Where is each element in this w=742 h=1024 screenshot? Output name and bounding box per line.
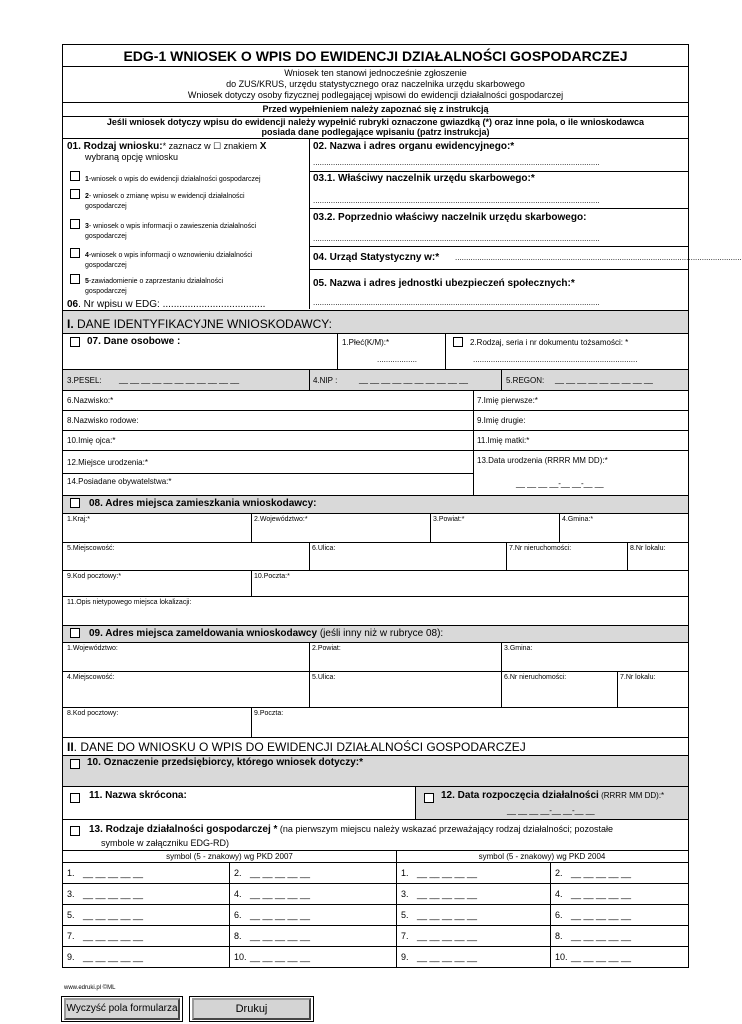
option-3-label: 3- wniosek o wpis informacji o zawieszenia działalności: [85, 223, 257, 230]
pkd-cell-number: 8.: [234, 931, 242, 941]
reg-post-office-label: 9.Poczta:: [254, 710, 284, 717]
reg-commune-label: 3.Gmina:: [504, 645, 533, 652]
s031-field[interactable]: .................................................................................................................................: [313, 196, 600, 205]
s06-label: 06. Nr wpisu w EDG: .....................................: [67, 299, 266, 310]
pkd-cell-number: 8.: [555, 931, 563, 941]
pkd-code-field[interactable]: __ __ __ __ __: [83, 931, 144, 941]
s08-checkbox[interactable]: [70, 498, 80, 508]
pkd-cell[interactable]: [63, 926, 229, 947]
s12-checkbox[interactable]: [424, 793, 434, 803]
pkd-code-field[interactable]: __ __ __ __ __: [417, 868, 478, 878]
birthdate-field[interactable]: __ __ __ __-__ __-__ __: [516, 479, 604, 488]
pkd-cell-number: 1.: [67, 868, 75, 878]
pkd-cell[interactable]: [550, 926, 688, 947]
building-number-label: 7.Nr nieruchomości:: [509, 545, 572, 552]
pkd-cell-number: 5.: [67, 910, 75, 920]
option-2-label: 2- wniosek o zmianę wpisu w ewidencji działalności: [85, 193, 245, 200]
unusual-location-label: 11.Opis nietypowego miejsca lokalizacji:: [67, 599, 192, 606]
s04-title: 04. Urząd Statystyczny w:*: [313, 252, 440, 263]
notice-asterisk: Jeśli wniosek dotyczy wpisu do ewidencji należy wypełnić rubryki oznaczone gwiazdką (*) oraz inne pola, o ile wnioskodawca: [106, 117, 645, 127]
citizenship-label: 14.Posiadane obywatelstwa:*: [67, 477, 172, 486]
pkd-cell-number: 7.: [67, 931, 75, 941]
pkd-cell-number: 9.: [401, 952, 409, 962]
post-office-label: 10.Poczta:*: [254, 573, 290, 580]
intro-line-1: Wniosek ten stanowi jednocześnie zgłoszenie: [284, 68, 467, 78]
pkd-code-field[interactable]: __ __ __ __ __: [571, 931, 632, 941]
street-label: 6.Ulica:: [312, 545, 336, 552]
father-name-label: 10.Imię ojca:*: [67, 436, 116, 445]
pkd-code-field[interactable]: __ __ __ __ __: [83, 910, 144, 920]
print-button[interactable]: Drukuj: [192, 998, 311, 1020]
option-2-checkbox[interactable]: [70, 189, 80, 199]
pkd-cell[interactable]: [396, 884, 550, 905]
pkd-cell[interactable]: [229, 947, 396, 968]
pkd-cell[interactable]: [229, 905, 396, 926]
pkd-cell[interactable]: [396, 905, 550, 926]
pkd-cell[interactable]: [396, 947, 550, 968]
pkd2004-header: symbol (5 - znakowy) wg PKD 2004: [478, 852, 606, 861]
s13-title: 13. Rodzaje działalności gospodarczej * (na pierwszym miejscu należy wskazać przeważający rodzaj działalności; pozostałe: [89, 824, 614, 835]
option-1-checkbox[interactable]: [70, 171, 80, 181]
option-4-label-2: gospodarczej: [85, 262, 127, 269]
reg-building-number-label: 6.Nr nieruchomości:: [504, 674, 567, 681]
pkd-cell-number: 1.: [401, 868, 409, 878]
s02-field[interactable]: .................................................................................................................................: [313, 158, 600, 167]
pesel-field[interactable]: __ __ __ __ __ __ __ __ __ __ __: [119, 375, 240, 384]
s07-title: 07. Dane osobowe :: [87, 336, 181, 347]
id-document-field[interactable]: ..........................................................................: [473, 355, 638, 364]
pkd-cell-number: 10.: [555, 952, 568, 962]
s10-title: 10. Oznaczenie przedsiębiorcy, którego wniosek dotyczy:*: [87, 757, 364, 768]
pkd-cell[interactable]: [63, 905, 229, 926]
pkd-code-field[interactable]: __ __ __ __ __: [417, 931, 478, 941]
option-3-label-2: gospodarczej: [85, 233, 127, 240]
voivodeship-label: 2.Województwo:*: [254, 516, 308, 523]
pkd-code-field[interactable]: __ __ __ __ __: [250, 889, 311, 899]
footer-credit: www.edruki.pl ©ML: [64, 985, 116, 991]
option-1-label: 1-wniosek o wpis do ewidencji działalności gospodarczej: [85, 176, 261, 183]
option-4-checkbox[interactable]: [70, 248, 80, 258]
pkd-cell-number: 4.: [234, 889, 242, 899]
pesel-label: 3.PESEL:: [67, 376, 102, 385]
form-title: EDG-1 WNIOSEK O WPIS DO EWIDENCJI DZIAŁALNOŚCI GOSPODARCZEJ: [123, 48, 628, 64]
first-name-label: 7.Imię pierwsze:*: [477, 396, 538, 405]
option-3-checkbox[interactable]: [70, 219, 80, 229]
pkd-cell[interactable]: [63, 884, 229, 905]
pkd-cell[interactable]: [550, 947, 688, 968]
second-name-label: 9.Imię drugie:: [477, 416, 526, 425]
pkd-code-field[interactable]: __ __ __ __ __: [83, 868, 144, 878]
pkd-cell-number: 2.: [555, 868, 563, 878]
mother-name-label: 11.Imię matki:*: [477, 436, 530, 445]
pkd-code-field[interactable]: __ __ __ __ __: [571, 952, 632, 962]
s05-field[interactable]: .................................................................................................................................: [313, 298, 600, 307]
pkd-cell[interactable]: [229, 884, 396, 905]
s05-title: 05. Nazwa i adres jednostki ubezpieczeń społecznych:*: [313, 278, 575, 289]
pkd-cell-number: 5.: [401, 910, 409, 920]
pkd-code-field[interactable]: __ __ __ __ __: [250, 952, 311, 962]
option-4-label: 4-wniosek o wpis informacji o wznowieniu działalności: [85, 252, 253, 259]
reg-flat-number-label: 7.Nr lokalu:: [620, 674, 656, 681]
county-label: 3.Powiat:*: [433, 516, 465, 523]
s04-field[interactable]: .................................................................................................................................: [455, 253, 742, 262]
pkd-cell-number: 3.: [401, 889, 409, 899]
gender-field[interactable]: ..................: [377, 355, 418, 364]
edg1-form: [62, 44, 742, 968]
pkd-code-field[interactable]: __ __ __ __ __: [417, 889, 478, 899]
pkd-code-field[interactable]: __ __ __ __ __: [250, 931, 311, 941]
pkd-cell-number: 6.: [555, 910, 563, 920]
pkd-code-field[interactable]: __ __ __ __ __: [571, 868, 632, 878]
birthplace-label: 12.Miejsce urodzenia:*: [67, 458, 148, 467]
reg-county-label: 2.Powiat:: [312, 645, 341, 652]
pkd-cell[interactable]: [229, 863, 396, 884]
flat-number-label: 8.Nr lokalu:: [630, 545, 666, 552]
regon-field[interactable]: __ __ __ __ __ __ __ __ __: [555, 375, 653, 384]
option-2-label-2: gospodarczej: [85, 203, 127, 210]
birthdate-label: 13.Data urodzenia (RRRR MM DD):*: [477, 456, 608, 465]
reg-locality-label: 4.Miejscowość:: [67, 674, 115, 681]
s09-checkbox[interactable]: [70, 628, 80, 638]
pkd-code-field[interactable]: __ __ __ __ __: [83, 889, 144, 899]
surname-label: 6.Nazwisko:*: [67, 396, 114, 405]
s11-title: 11. Nazwa skrócona:: [89, 790, 187, 801]
pkd-cell[interactable]: [63, 947, 229, 968]
pkd-cell[interactable]: [229, 926, 396, 947]
s11-checkbox[interactable]: [70, 793, 80, 803]
s09-title: 09. Adres miejsca zameldowania wnioskodawcy (jeśli inny niż w rubryce 08):: [89, 628, 444, 639]
postal-code-label: 9.Kod pocztowy:*: [67, 573, 122, 580]
pkd2007-header: symbol (5 - znakowy) wg PKD 2007: [166, 852, 293, 861]
pkd-code-field[interactable]: __ __ __ __ __: [250, 868, 311, 878]
s07-checkbox[interactable]: [70, 337, 80, 347]
s13-checkbox[interactable]: [70, 826, 80, 836]
pkd-code-field[interactable]: __ __ __ __ __: [417, 952, 478, 962]
option-5-label: 5-zawiadomienie o zaprzestaniu działalności: [85, 278, 224, 285]
notice-instruction: Przed wypełnieniem należy zapoznać się z instrukcją: [262, 104, 489, 114]
intro-line-2: do ZUS/KRUS, urzędu statystycznego oraz naczelnika urzędu skarbowego: [226, 79, 525, 89]
s02-title: 02. Nazwa i adres organu ewidencyjnego:*: [313, 141, 515, 152]
regon-label: 5.REGON:: [506, 376, 545, 385]
s01-hint: wybraną opcję wniosku: [85, 152, 179, 162]
pkd-code-field[interactable]: __ __ __ __ __: [571, 889, 632, 899]
nip-field[interactable]: __ __ __ __ __ __ __ __ __ __: [359, 375, 468, 384]
option-5-label-2: gospodarczej: [85, 288, 127, 295]
family-name-label: 8.Nazwisko rodowe:: [67, 416, 139, 425]
s07-doc-checkbox[interactable]: [453, 337, 463, 347]
pkd-cell-number: 3.: [67, 889, 75, 899]
pkd-cell-number: 9.: [67, 952, 75, 962]
pkd-cell-number: 7.: [401, 931, 409, 941]
pkd-cell[interactable]: [396, 926, 550, 947]
s032-field[interactable]: .................................................................................................................................: [313, 234, 600, 243]
s12-title: 12. Data rozpoczęcia działalności (RRRR MM DD):*: [441, 790, 665, 801]
locality-label: 5.Miejscowość:: [67, 545, 115, 552]
s032-title: 03.2. Poprzednio właściwy naczelnik urzędu skarbowego:: [313, 212, 587, 223]
s10-checkbox[interactable]: [70, 759, 80, 769]
intro-line-3: Wniosek dotyczy osoby fizycznej podlegającej wpisowi do ewidencji działalności gospodarczej: [187, 90, 564, 100]
pkd-cell[interactable]: [550, 863, 688, 884]
clear-form-button[interactable]: Wyczyść pola formularza: [64, 998, 180, 1020]
s08-title: 08. Adres miejsca zamieszkania wnioskodawcy:: [89, 498, 317, 509]
s13-note: symbole w załączniku EDG-RD): [101, 838, 230, 848]
notice-asterisk-2: posiada dane podlegające wpisaniu (patrz instrukcja): [261, 127, 490, 137]
s031-title: 03.1. Właściwy naczelnik urzędu skarbowego:*: [313, 173, 535, 184]
reg-street-label: 5.Ulica:: [312, 674, 336, 681]
country-label: 1.Kraj:*: [67, 516, 90, 523]
gender-label: 1.Płeć(K/M):*: [342, 338, 390, 347]
start-date-field[interactable]: __ __ __ __-__ __-__ __: [507, 806, 595, 815]
pkd-cell-number: 10.: [234, 952, 247, 962]
pkd-cell[interactable]: [550, 905, 688, 926]
pkd-cell-number: 6.: [234, 910, 242, 920]
pkd-code-field[interactable]: __ __ __ __ __: [571, 910, 632, 920]
nip-label: 4.NIP :: [313, 376, 338, 385]
reg-voivodeship-label: 1.Województwo:: [67, 645, 118, 652]
pkd-cell[interactable]: [550, 884, 688, 905]
section-ii-title: II. DANE DO WNIOSKU O WPIS DO EWIDENCJI DZIAŁALNOŚCI GOSPODARCZEJ: [67, 740, 526, 754]
commune-label: 4.Gmina:*: [562, 516, 594, 523]
reg-postal-code-label: 8.Kod pocztowy:: [67, 710, 119, 717]
pkd-code-field[interactable]: __ __ __ __ __: [83, 952, 144, 962]
id-document-label: 2.Rodzaj, seria i nr dokumentu tożsamości: *: [470, 338, 629, 347]
section-i-title: I. DANE IDENTYFIKACYJNE WNIOSKODAWCY:: [67, 317, 332, 331]
pkd-code-field[interactable]: __ __ __ __ __: [417, 910, 478, 920]
pkd-cell[interactable]: [63, 863, 229, 884]
option-5-checkbox[interactable]: [70, 274, 80, 284]
pkd-code-field[interactable]: __ __ __ __ __: [250, 910, 311, 920]
pkd-cell-number: 4.: [555, 889, 563, 899]
pkd-cell[interactable]: [396, 863, 550, 884]
pkd-cell-number: 2.: [234, 868, 242, 878]
s01-title: 01. Rodzaj wniosku:* zaznacz w ☐ znakiem X: [67, 141, 267, 152]
